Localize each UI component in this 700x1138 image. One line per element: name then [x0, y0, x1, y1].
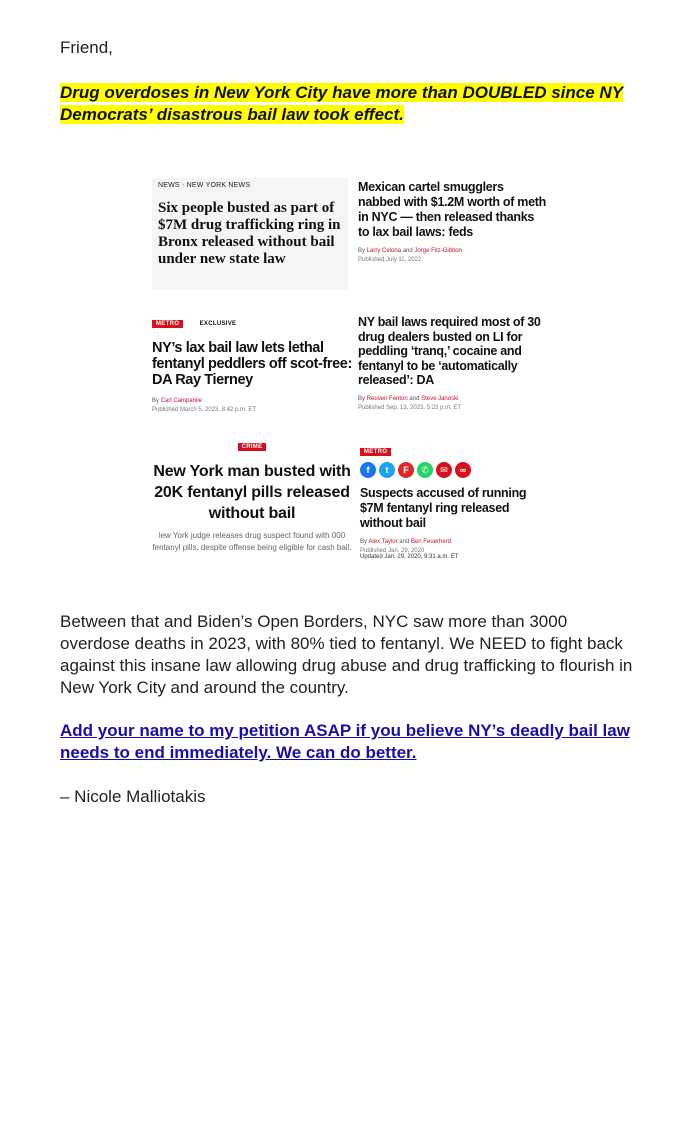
news-collage-image — [150, 170, 550, 580]
publish-date: Published Jan. 29, 2020 — [360, 548, 425, 554]
signature: – Nicole Malliotakis — [60, 787, 206, 806]
news-card-meth-smugglers — [358, 180, 548, 290]
byline — [358, 396, 548, 402]
exclusive-label: EXCLUSIVE — [199, 321, 237, 327]
publish-date: Published Sep. 13, 2023, 5:23 p.m. ET — [358, 404, 462, 411]
byline-by: By — [358, 395, 366, 402]
whatsapp-icon: ✆ — [417, 462, 433, 478]
greeting: Friend, — [60, 38, 113, 57]
breadcrumb-news: NEWS — [158, 182, 180, 189]
updated-date: Updated Jan. 29, 2020, 9:31 a.m. ET — [360, 554, 459, 560]
author-link: Steve Janoski — [421, 395, 459, 402]
flipboard-icon: F — [398, 462, 414, 478]
highlighted-headline — [60, 82, 640, 126]
metro-tag: METRO — [152, 320, 183, 328]
author-link: Reuven Fenton — [366, 395, 408, 402]
news-card-tierney — [152, 312, 352, 422]
byline-and: and — [409, 395, 420, 402]
body-paragraph: Between that and Biden’s Open Borders, NYC saw more than 3000 overdose deaths in 2023, with 80% tied to fentanyl. We NEED to fight back against this insane law allowing drug abuse and drug trafficking to flourish in New York City and around the country. — [60, 612, 633, 697]
news-card-7m-ring — [360, 440, 550, 570]
author-link: Larry Celona — [366, 248, 402, 254]
card-subhead: lew York judge releases drug suspect found with 000 fentanyl pills, despite offense being eligible for cash bail. — [152, 531, 352, 552]
publish-date: Published March 5, 2023, 8:42 p.m. ET — [152, 407, 257, 413]
email-icon: ✉ — [436, 462, 452, 478]
byline-by: By — [152, 398, 160, 404]
news-card-20k-pills — [152, 435, 352, 565]
byline-by: By — [358, 248, 366, 254]
byline-and: and — [399, 539, 410, 545]
facebook-icon: f — [360, 462, 376, 478]
publish-date: Published July 11, 2022 — [358, 257, 422, 263]
chevron-right-icon: › — [181, 182, 185, 189]
byline — [152, 398, 352, 404]
metro-tag: METRO — [360, 448, 391, 456]
news-card-li-dealers — [358, 315, 548, 425]
author-link: Ben Feuerherd — [410, 539, 451, 545]
card-headline: NY’s lax bail law lets lethal fentanyl peddlers off scot-free: DA Ray Tierney — [152, 340, 352, 388]
author-link: Alex Taylor — [368, 539, 398, 545]
byline — [358, 248, 548, 254]
headline-text: Drug overdoses in New York City have more than DOUBLED since NY Democrats’ disastrous bail law took effect. — [60, 83, 624, 124]
byline-by: By — [360, 539, 368, 545]
author-link: Jorge Fitz-Gibbon — [414, 248, 463, 254]
card-headline: Mexican cartel smugglers nabbed with $1.2M worth of meth in NYC — then released thanks to lax bail laws: feds — [358, 180, 546, 239]
card-headline: Six people busted as part of $7M drug trafficking ring in Bronx released without bail under new state law — [158, 200, 341, 267]
breadcrumb — [158, 182, 250, 189]
card-headline: New York man busted with 20K fentanyl pills released without bail — [153, 463, 351, 522]
news-card-bronx-ring — [152, 178, 348, 290]
petition-link[interactable]: Add your name to my petition ASAP if you believe NY’s deadly bail law needs to end immediately. We can do better. — [60, 721, 630, 762]
link-icon: ∞ — [455, 462, 471, 478]
author-link: Carl Campanile — [160, 398, 203, 404]
card-headline: Suspects accused of running $7M fentanyl ring released without bail — [360, 486, 527, 530]
crime-tag: CRIME — [238, 443, 267, 451]
share-icons — [360, 462, 550, 478]
twitter-icon: t — [379, 462, 395, 478]
byline-and: and — [402, 248, 413, 254]
breadcrumb-section: NEW YORK NEWS — [186, 182, 251, 189]
byline — [360, 539, 550, 545]
card-headline: NY bail laws required most of 30 drug dealers busted on LI for peddling ‘tranq,’ cocaine and fentanyl to be ‘automatically released’: DA — [358, 315, 541, 387]
